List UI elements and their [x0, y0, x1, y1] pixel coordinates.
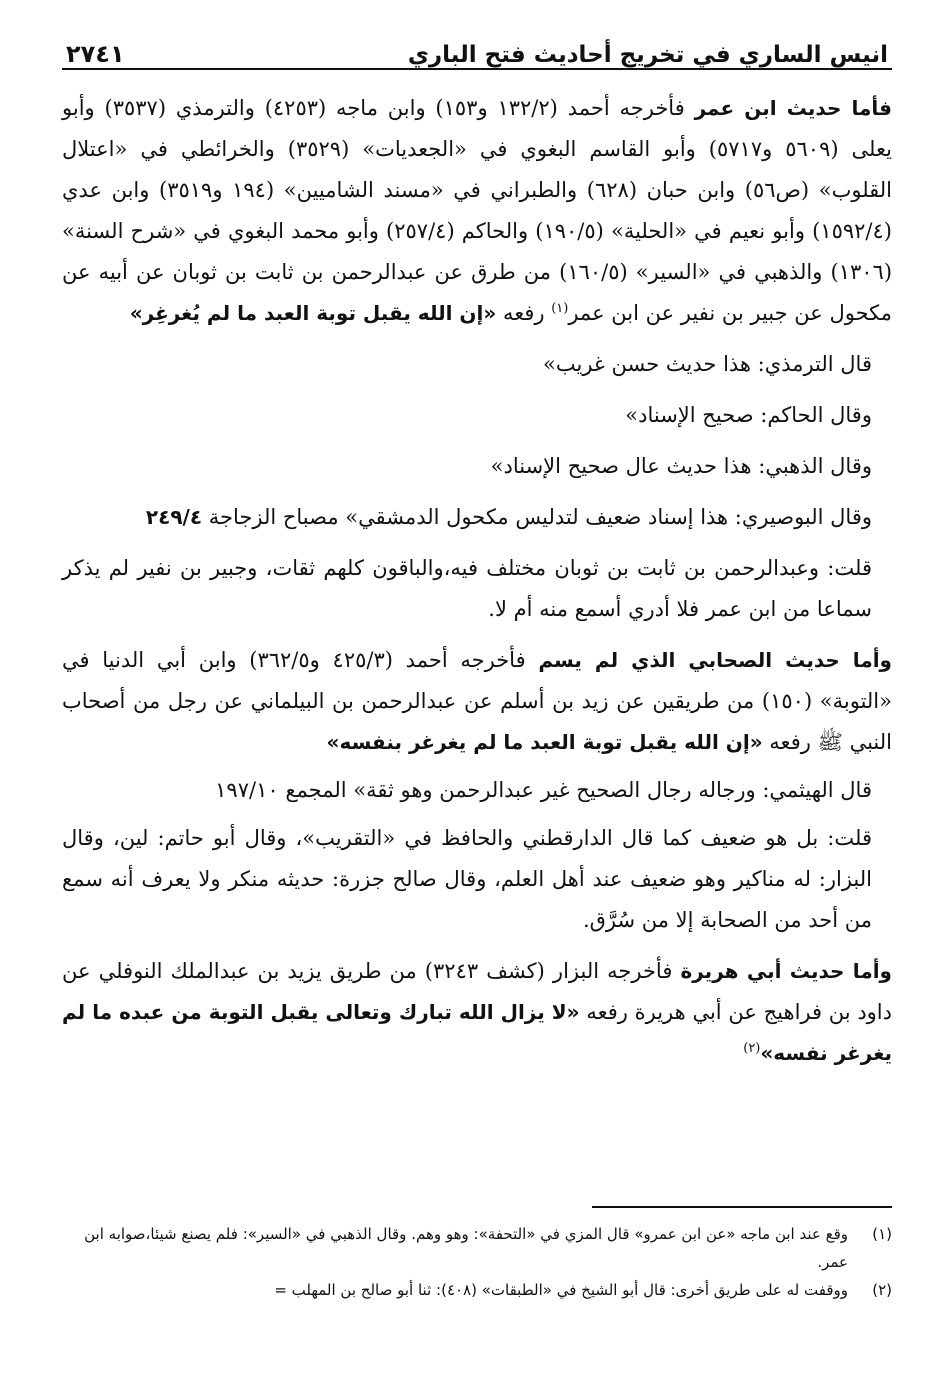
footnote [62, 1220, 892, 1276]
footnote-separator [592, 1206, 892, 1208]
section-lead: وأما حديث أبي هريرة [680, 959, 892, 983]
book-page [62, 22, 892, 1362]
paragraph-text: وقال البوصيري: هذا إسناد ضعيف لتدليس مكحول الدمشقي» مصباح الزجاجة [208, 505, 872, 529]
paragraph-unnamed-companion [62, 640, 892, 763]
footnote-text: وقع عند ابن ماجه «عن ابن عمرو» قال المزي في «التحفة»: وهو وهم. وقال الذهبي في «السير»: فلم يصنع شيئا،صوابه ابن عمر. [84, 1225, 848, 1271]
haythami-note: قال الهيثمي: ورجاله رجال الصحيح غير عبدالرحمن وهو ثقة» المجمع ١٩٧/١٠ [215, 778, 872, 802]
main-text [62, 88, 892, 1074]
tirmidhi-note: قال الترمذي: هذا حديث حسن غريب» [543, 352, 872, 376]
footnote-number: (١) [872, 1225, 892, 1243]
hadith-quote: «إن الله يقبل توبة العبد ما لم يغرغر بنفسه» [326, 730, 763, 754]
hakim-note: وقال الحاكم: صحيح الإسناد» [625, 403, 872, 427]
paragraph-text: فأخرجه أحمد (١٣٢/٢ و١٥٣) وابن ماجه (٤٢٥٣) والترمذي (٣٥٣٧) وأبو يعلى (٥٦٠٩ و٥٧١٧) وأبو القاسم البغوي في «الجعديات» (٣٥٢٩) والخرائطي في «اعتلال القلوب» (ص٥٦) وابن حبان (٦٢٨) والطبراني في «مسند الشاميين» (١٩٤ و٣٥١٩) وابن عدي (١٥٩٢/٤) وأبو نعيم في «الحلية» (١٩٠/٥) والحاكم (٢٥٧/٤) وأبو محمد البغوي في «شرح السنة» (١٣٠٦) والذهبي في «السير» (١٦٠/٥) من طرق عن عبدالرحمن بن ثابت بن ثوبان عن أبيه عن مكحول عن جبير بن نفير عن ابن عمر [62, 96, 893, 325]
book-title: انيس الساري في تخريج أحاديث فتح الباري [407, 42, 888, 68]
footnote-number: (٢) [872, 1281, 892, 1299]
author-comment: قلت: بل هو ضعيف كما قال الدارقطني والحافظ في «التقريب»، وقال أبو حاتم: لين، وقال البزار: له مناكير وهو ضعيف عند أهل العلم، وقال صالح جزرة: حديثه منكر ولا يعرف أنه سمع من أحد من الصحابة إلا من سُرَّق. [62, 826, 872, 932]
paragraph-abu-hurayra [62, 951, 892, 1074]
busiri-note [62, 497, 892, 538]
author-comment: قلت: وعبدالرحمن بن ثابت بن ثوبان مختلف فيه،والباقون كلهم ثقات، وجبير بن نفير لم يذكر سماعا من ابن عمر فلا أدري أسمع منه أم لا. [62, 556, 872, 621]
page-number: ٢٧٤١ [66, 40, 125, 68]
section-lead: وأما حديث الصحابي الذي لم يسم [538, 648, 892, 672]
hadith-quote: «إن الله يقبل توبة العبد ما لم يُغرغِر» [129, 301, 497, 325]
dhahabi-note: وقال الذهبي: هذا حديث عال صحيح الإسناد» [490, 454, 872, 478]
section-lead: فأما حديث ابن عمر [694, 96, 892, 120]
footnote-text: ووقفت له على طريق أخرى: قال أبو الشيخ في «الطبقات» (٤٠٨): ثنا أبو صالح بن المهلب = [274, 1281, 848, 1299]
paragraph-text: رفعه [496, 301, 552, 325]
footnotes [62, 1220, 892, 1304]
paragraph-text: فأخرجه البزار (كشف ٣٢٤٣) من طريق يزيد بن عبدالملك النوفلي عن داود بن فراهيج عن أبي هريرة رفعه [62, 959, 892, 1024]
hadith-quote: «لا يزال الله تبارك وتعالى يقبل التوبة من عبده ما لم يغرغر نفسه» [62, 1000, 892, 1065]
footnote-marker[interactable]: (٢) [743, 1041, 761, 1056]
paragraph-ibn-umar [62, 88, 892, 334]
footnote-marker[interactable]: (١) [551, 301, 569, 316]
paragraph-text: فأخرجه أحمد (٤٢٥/٣ و٣٦٢/٥) وابن أبي الدنيا في «التوبة» (١٥٠) من طريقين عن زيد بن أسلم عن عبدالرحمن بن البيلماني عن رجل من أصحاب النبي ﷺ رفعه [62, 648, 892, 754]
footnote [62, 1276, 892, 1304]
running-header [62, 22, 892, 70]
reference-volume: ٢٤٩/٤ [145, 505, 203, 529]
